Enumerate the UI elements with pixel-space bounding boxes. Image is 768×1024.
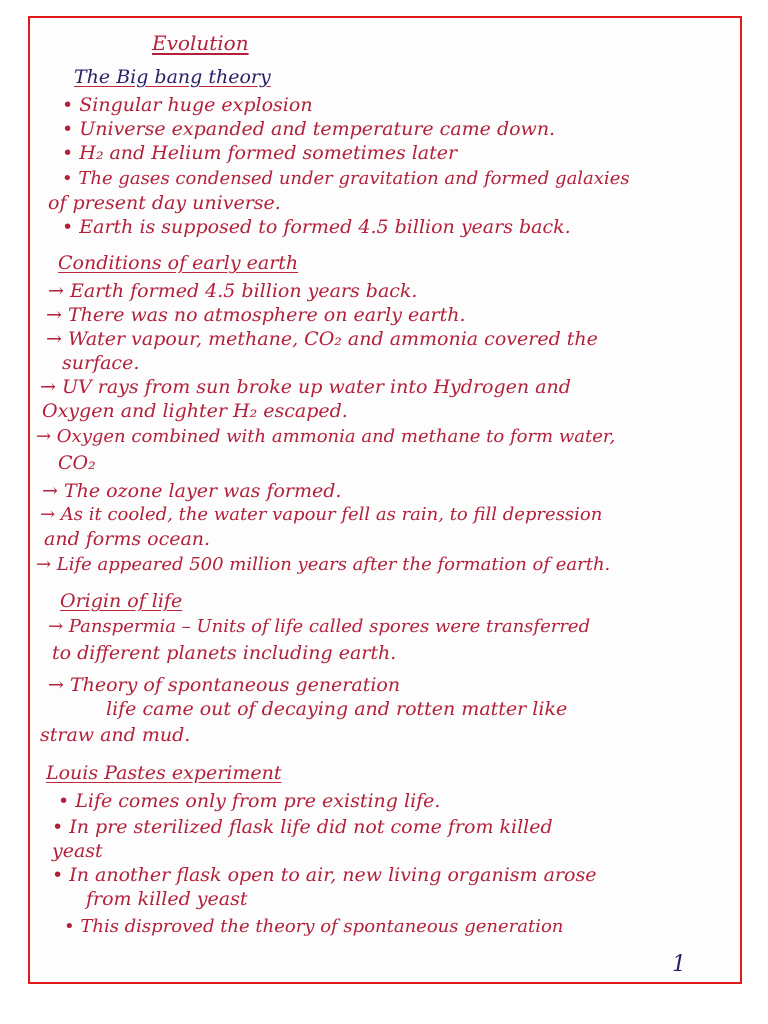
list-item: → The ozone layer was formed.: [42, 480, 342, 502]
section-heading-origin-of-life: Origin of life: [60, 590, 183, 612]
list-item: • H₂ and Helium formed sometimes later: [62, 142, 458, 164]
list-item: Oxygen and lighter H₂ escaped.: [42, 400, 348, 422]
list-item: → UV rays from sun broke up water into Hydrogen and: [40, 376, 571, 398]
list-item: → There was no atmosphere on early earth.: [46, 304, 466, 326]
notebook-page: [28, 16, 742, 984]
list-item: → Panspermia – Units of life called spores were transferred: [48, 616, 591, 637]
page-title: Evolution: [152, 31, 249, 55]
list-item: → As it cooled, the water vapour fell as rain, to fill depression: [40, 504, 603, 525]
list-item: • In pre sterilized flask life did not come from killed: [52, 816, 553, 838]
list-item: → Life appeared 500 million years after the formation of earth.: [36, 554, 611, 575]
list-item: yeast: [52, 840, 103, 862]
list-item: • Life comes only from pre existing life.: [58, 790, 441, 812]
list-item: • Universe expanded and temperature came down.: [62, 118, 556, 140]
list-item: to different planets including earth.: [52, 642, 397, 664]
list-item: → Water vapour, methane, CO₂ and ammonia covered the: [46, 328, 598, 350]
section-heading-big-bang: The Big bang theory: [74, 66, 271, 88]
section-heading-early-earth: Conditions of early earth: [58, 252, 299, 274]
page-number: 1: [672, 952, 686, 977]
list-item: → Theory of spontaneous generation: [48, 674, 401, 696]
section-heading-pasteur: Louis Pastes experiment: [46, 762, 282, 784]
list-item: and forms ocean.: [44, 528, 211, 550]
list-item: • Earth is supposed to formed 4.5 billion years back.: [62, 216, 571, 238]
list-item: straw and mud.: [40, 724, 191, 746]
list-item: surface.: [62, 352, 140, 374]
list-item: • The gases condensed under gravitation and formed galaxies: [62, 168, 630, 189]
list-item: → Earth formed 4.5 billion years back.: [48, 280, 418, 302]
list-item: • Singular huge explosion: [62, 94, 313, 116]
list-item: CO₂: [58, 452, 96, 474]
list-item: of present day universe.: [48, 192, 281, 214]
list-item: • This disproved the theory of spontaneous generation: [64, 916, 564, 937]
list-item: from killed yeast: [86, 888, 248, 910]
list-item: • In another flask open to air, new living organism arose: [52, 864, 597, 886]
list-item: → Oxygen combined with ammonia and methane to form water,: [36, 426, 616, 447]
list-item: life came out of decaying and rotten matter like: [106, 698, 568, 720]
